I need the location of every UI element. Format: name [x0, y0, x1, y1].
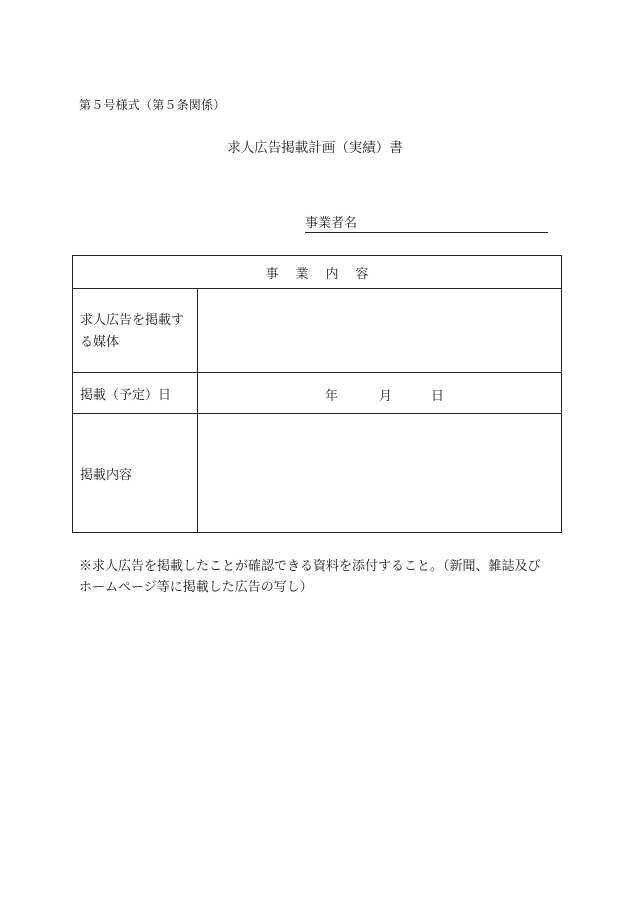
business-name-label: 事業者名	[305, 216, 358, 231]
content-row	[73, 414, 561, 532]
media-row	[73, 289, 561, 373]
plan-table	[72, 255, 562, 533]
table-header: 事業内容	[73, 256, 561, 289]
form-number: 第５号様式（第５条関係）	[79, 98, 226, 112]
attachment-note	[79, 556, 559, 598]
media-value-cell	[198, 289, 561, 372]
note-line-2: ホームページ等に掲載した広告の写し）	[79, 580, 313, 595]
note-line-1: ※求人広告を掲載したことが確認できる資料を添付すること。（新聞、雑誌及び	[79, 559, 541, 574]
content-label-text: 掲載内容	[80, 467, 133, 483]
date-day-label: 日	[431, 389, 445, 404]
content-value-cell	[198, 414, 561, 532]
date-month-label: 月	[379, 389, 393, 404]
document-title: 求人広告掲載計画（実績）書	[227, 140, 403, 156]
date-row	[73, 373, 561, 414]
date-year-label: 年	[325, 389, 339, 404]
business-name-field	[305, 216, 548, 233]
content-label	[73, 414, 198, 532]
date-label	[73, 373, 198, 413]
date-label-text: 掲載（予定）日	[80, 387, 172, 403]
media-label: 求人広告を掲載する媒体	[73, 289, 198, 372]
date-value-cell	[198, 373, 561, 413]
